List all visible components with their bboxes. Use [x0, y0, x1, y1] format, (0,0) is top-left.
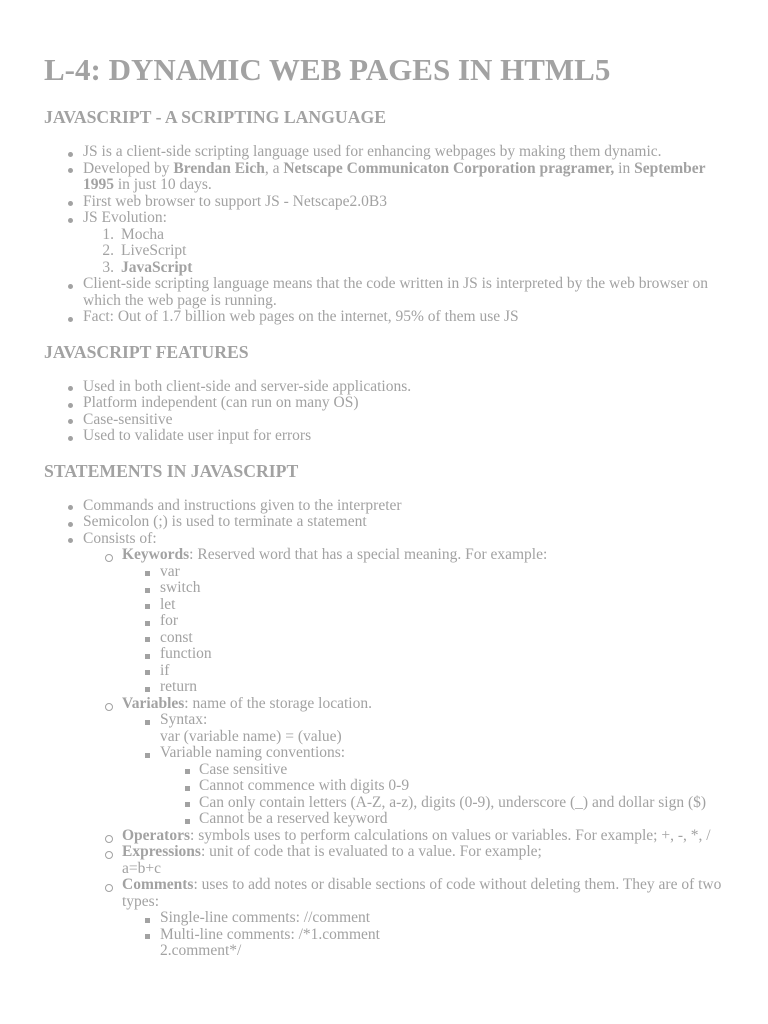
developed-separator: , a [264, 159, 284, 177]
keywords-description: : Reserved word that has a special meaning. For example: [189, 546, 548, 563]
multi-line-second: 2.comment*/ [160, 942, 242, 959]
step-number: 2. [102, 242, 114, 259]
keyword-example: for [160, 613, 730, 630]
part-keywords [122, 547, 730, 696]
features-list [44, 379, 730, 445]
comment-types-list [122, 910, 730, 960]
naming-rules-list [160, 762, 730, 828]
author-name: Brendan Eich [173, 159, 265, 177]
part-operators [122, 828, 730, 845]
evolution-step [102, 225, 730, 244]
term-operators: Operators [122, 826, 191, 844]
comment-type-multi-line [160, 927, 730, 960]
developed-prefix: Developed by [83, 159, 174, 177]
section-heading-statements: STATEMENTS IN JAVASCRIPT [44, 460, 299, 481]
list-item: Used in both client-side and server-side applications. [83, 379, 730, 396]
term-expressions: Expressions [122, 843, 201, 860]
list-item-fact: Fact: Out of 1.7 billion web pages on the internet, 95% of them use JS [83, 309, 730, 326]
step-number: 3. [102, 258, 114, 276]
naming-rule: Cannot commence with digits 0-9 [199, 778, 730, 795]
multi-line-first: Multi-line comments: /*1.comment [160, 925, 380, 943]
list-item: Commands and instructions given to the interpreter [83, 498, 730, 515]
variables-syntax [160, 712, 730, 745]
term-keywords: Keywords [122, 546, 190, 563]
statements-list [44, 498, 730, 960]
step-number: 1. [102, 225, 114, 243]
operators-description: : symbols uses to perform calculations on values or variables. For example; +, -, *, / [190, 826, 711, 844]
keyword-example: if [160, 663, 730, 680]
step-name: LiveScript [121, 242, 187, 259]
keyword-example: var [160, 564, 730, 581]
list-item: Platform independent (can run on many OS) [83, 395, 730, 412]
syntax-label: Syntax: [160, 711, 208, 728]
release-date: September 1995 [83, 159, 706, 193]
statement-parts-list [83, 547, 730, 960]
comments-description: : uses to add notes or disable sections of code without deleting them. They are of two types: [122, 876, 722, 910]
term-comments: Comments [122, 876, 194, 893]
list-item: Case-sensitive [83, 412, 730, 429]
list-item-client-side: Client-side scripting language means that the code written in JS is interpreted by the web browser on which the web page is running. [83, 276, 730, 309]
consists-label: Consists of: [83, 529, 157, 547]
document-page [44, 52, 730, 960]
section-heading-scripting-language: JAVASCRIPT - A SCRIPTING LANGUAGE [44, 107, 387, 127]
section-heading-features: JAVASCRIPT FEATURES [44, 341, 249, 362]
evolution-label: JS Evolution: [83, 209, 167, 226]
developed-separator: in [614, 159, 635, 177]
variables-details-list [122, 712, 730, 828]
list-item: Used to validate user input for errors [83, 428, 730, 445]
naming-rule: Can only contain letters (A-Z, a-z), digits (0-9), underscore (_) and dollar sign ($) [199, 795, 730, 812]
variables-naming [160, 745, 730, 828]
part-expressions [122, 844, 730, 877]
keyword-example: let [160, 597, 730, 614]
part-variables [122, 696, 730, 828]
keyword-example: return [160, 679, 730, 696]
naming-rule: Case sensitive [199, 762, 730, 779]
evolution-list [83, 227, 730, 277]
step-name: Mocha [121, 225, 165, 243]
naming-rule: Cannot be a reserved keyword [199, 811, 730, 828]
naming-label: Variable naming conventions: [160, 744, 346, 761]
keyword-example: switch [160, 580, 730, 597]
list-item-definition: JS is a client-side scripting language used for enhancing webpages by making them dynamic. [83, 144, 730, 161]
step-name: JavaScript [121, 258, 193, 276]
scripting-language-list [44, 144, 730, 326]
evolution-step [102, 258, 730, 277]
list-item: Semicolon (;) is used to terminate a statement [83, 514, 730, 531]
comment-type-single-line: Single-line comments: //comment [160, 910, 730, 927]
evolution-step [102, 242, 730, 260]
expression-example: a=b+c [122, 859, 161, 877]
variables-description: : name of the storage location. [184, 694, 372, 712]
expressions-description: : unit of code that is evaluated to a value. For example; [200, 843, 542, 860]
list-item-developed-by [83, 161, 730, 194]
term-variables: Variables [122, 694, 185, 712]
author-role: Netscape Communicaton Corporation pragramer, [283, 159, 615, 177]
keyword-examples-list [122, 564, 730, 696]
list-item-consists-of [83, 531, 730, 960]
syntax-code: var (variable name) = (value) [160, 727, 342, 745]
developed-suffix: in just 10 days. [114, 176, 212, 193]
part-comments [122, 877, 730, 960]
page-title: L-4: DYNAMIC WEB PAGES IN HTML5 [44, 52, 611, 87]
list-item-first-browser: First web browser to support JS - Netscape2.0B3 [83, 194, 730, 211]
keyword-example: function [160, 646, 730, 663]
list-item-js-evolution [83, 210, 730, 276]
keyword-example: const [160, 630, 730, 647]
